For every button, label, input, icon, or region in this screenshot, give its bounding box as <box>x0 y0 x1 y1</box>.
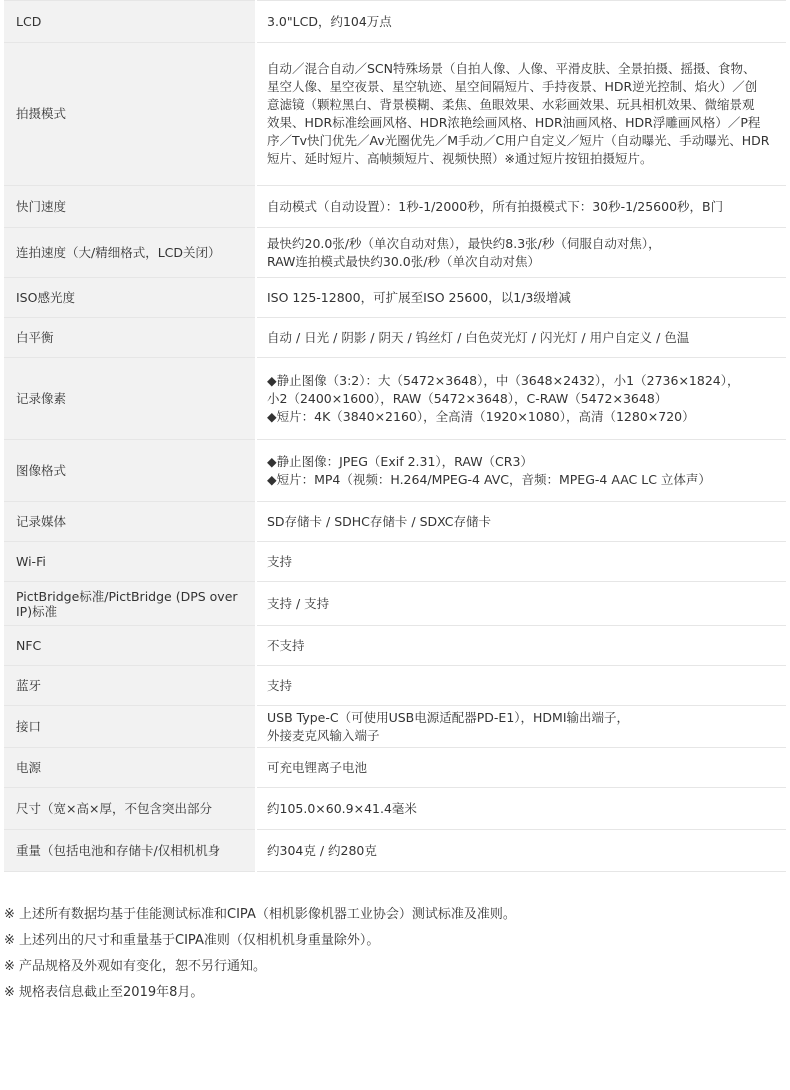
spec-label: 白平衡 <box>4 318 256 358</box>
spec-row <box>4 228 786 278</box>
spec-value <box>256 358 786 440</box>
spec-value-line: 自动 / 日光 / 阴影 / 阴天 / 钨丝灯 / 白色荧光灯 / 闪光灯 / 用户自定义 / 色温 <box>267 329 690 345</box>
spec-row <box>4 440 786 502</box>
spec-label: 快门速度 <box>4 186 256 228</box>
spec-row <box>4 830 786 872</box>
spec-row <box>4 582 786 626</box>
spec-value-line: ◆短片：MP4（视频：H.264/MPEG-4 AVC，音频：MPEG-4 AAC LC 立体声） <box>267 471 711 487</box>
spec-row <box>4 748 786 788</box>
spec-value <box>256 542 786 582</box>
spec-row <box>4 186 786 228</box>
spec-value-line: 3.0"LCD，约104万点 <box>267 13 392 29</box>
spec-row <box>4 358 786 440</box>
spec-value <box>256 788 786 830</box>
spec-value <box>256 502 786 542</box>
spec-label: Wi-Fi <box>4 542 256 582</box>
spec-value-line: 小2（2400×1600），RAW（5472×3648），C-RAW（5472×3648） <box>267 390 668 406</box>
spec-table <box>4 0 786 872</box>
spec-value-line: 意滤镜（颗粒黑白、背景模糊、柔焦、鱼眼效果、水彩画效果、玩具相机效果、微缩景观 <box>267 97 755 112</box>
spec-value-line: 约105.0×60.9×41.4毫米 <box>267 800 417 816</box>
spec-value-line: 支持 / 支持 <box>267 595 330 611</box>
spec-row <box>4 666 786 706</box>
spec-label: 尺寸（宽×高×厚，不包含突出部分 <box>4 788 256 830</box>
spec-value <box>256 582 786 626</box>
spec-label: 蓝牙 <box>4 666 256 706</box>
spec-value-line: 自动／混合自动／SCN特殊场景（自拍人像、人像、平滑皮肤、全景拍摄、摇摄、食物、 <box>267 61 756 76</box>
spec-label: PictBridge标准/PictBridge (DPS over IP)标准 <box>4 582 256 626</box>
spec-row <box>4 318 786 358</box>
footnote: ※ 上述列出的尺寸和重量基于CIPA准则（仅相机机身重量除外）。 <box>4 933 380 948</box>
spec-label: 电源 <box>4 748 256 788</box>
spec-value <box>256 440 786 502</box>
footnote: ※ 规格表信息截止至2019年8月。 <box>4 985 204 1000</box>
spec-row <box>4 706 786 748</box>
spec-label: ISO感光度 <box>4 278 256 318</box>
spec-value-line: 支持 <box>267 677 293 693</box>
spec-value-line: 最快约20.0张/秒（单次自动对焦），最快约8.3张/秒（伺服自动对焦）， <box>267 235 661 251</box>
spec-table-body <box>4 1 786 872</box>
spec-value-line: RAW连拍模式最快约30.0张/秒（单次自动对焦） <box>267 253 540 269</box>
spec-value <box>256 706 786 748</box>
spec-value-line: USB Type-C（可使用USB电源适配器PD-E1），HDMI输出端子， <box>267 709 630 725</box>
spec-row <box>4 788 786 830</box>
spec-value-line: 可充电锂离子电池 <box>267 759 368 775</box>
spec-value-line: ◆静止图像：JPEG（Exif 2.31），RAW（CR3） <box>267 453 533 469</box>
spec-value <box>256 748 786 788</box>
spec-value-line: SD存储卡 / SDHC存储卡 / SDXC存储卡 <box>267 513 492 529</box>
spec-label: 重量（包括电池和存储卡/仅相机机身 <box>4 830 256 872</box>
spec-value-line: 外接麦克风输入端子 <box>267 727 380 743</box>
spec-value-line: 自动模式（自动设置）：1秒-1/2000秒，所有拍摄模式下：30秒-1/25600秒，B门 <box>267 198 724 214</box>
spec-label: 记录媒体 <box>4 502 256 542</box>
spec-value-line: 支持 <box>267 553 293 569</box>
spec-value-line: ◆短片：4K（3840×2160），全高清（1920×1080），高清（1280×720） <box>267 408 695 424</box>
spec-row <box>4 502 786 542</box>
footnotes <box>4 902 786 1006</box>
spec-label: 图像格式 <box>4 440 256 502</box>
spec-value <box>256 228 786 278</box>
footnote: ※ 产品规格及外观如有变化，恕不另行通知。 <box>4 959 267 974</box>
spec-value <box>256 830 786 872</box>
spec-label: NFC <box>4 626 256 666</box>
spec-row <box>4 43 786 186</box>
spec-label: LCD <box>4 1 256 43</box>
spec-value-line: ◆静止图像（3:2）：大（5472×3648），中（3648×2432），小1（2736×1824）， <box>267 372 740 388</box>
spec-row <box>4 542 786 582</box>
spec-row <box>4 626 786 666</box>
spec-value-line: 不支持 <box>267 637 305 653</box>
spec-value <box>256 43 786 186</box>
spec-row <box>4 1 786 43</box>
spec-label: 拍摄模式 <box>4 43 256 186</box>
spec-row <box>4 278 786 318</box>
spec-value <box>256 626 786 666</box>
spec-value-line: ISO 125-12800，可扩展至ISO 25600，以1/3级增减 <box>267 289 571 305</box>
spec-value <box>256 278 786 318</box>
spec-value <box>256 666 786 706</box>
spec-value-line: 星空人像、星空夜景、星空轨迹、星空间隔短片、手持夜景、HDR逆光控制、焰火）／创 <box>267 79 758 94</box>
spec-value-line: 短片、延时短片、高帧频短片、视频快照）※通过短片按钮拍摄短片。 <box>267 151 653 166</box>
spec-value-line: 序／Tv快门优先／Av光圈优先／M手动／C用户自定义／短片（自动曝光、手动曝光、HDR <box>267 133 770 148</box>
spec-value <box>256 318 786 358</box>
spec-value-line: 效果、HDR标准绘画风格、HDR浓艳绘画风格、HDR油画风格、HDR浮雕画风格）／P程 <box>267 115 761 130</box>
spec-label: 记录像素 <box>4 358 256 440</box>
spec-label: 连拍速度（大/精细格式，LCD关闭） <box>4 228 256 278</box>
spec-value-line: 约304克 / 约280克 <box>267 842 377 858</box>
spec-value <box>256 186 786 228</box>
spec-value <box>256 1 786 43</box>
footnote: ※ 上述所有数据均基于佳能测试标准和CIPA（相机影像机器工业协会）测试标准及准则。 <box>4 907 516 922</box>
spec-label: 接口 <box>4 706 256 748</box>
